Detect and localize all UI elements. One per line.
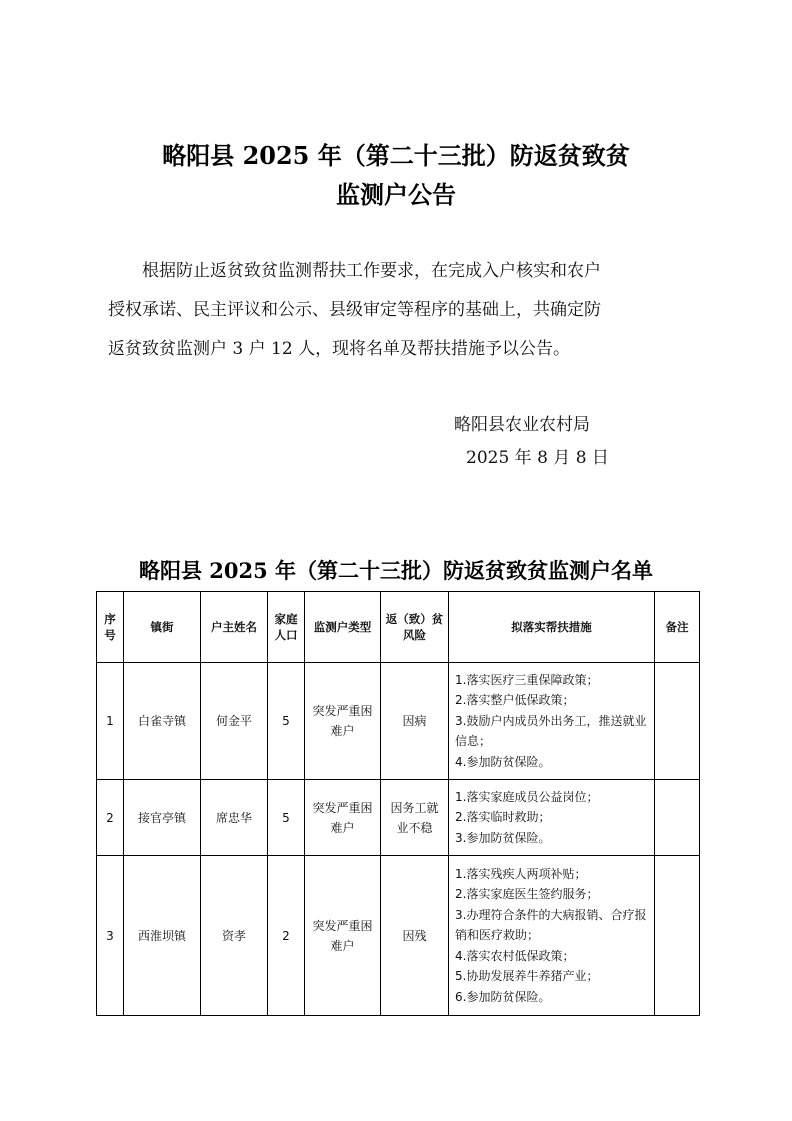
header-family-size: 家庭人口: [268, 592, 305, 663]
measure-item: 2.落实整户低保政策；: [455, 693, 575, 708]
cell-index: 3: [97, 856, 124, 1016]
table-row: [97, 780, 700, 856]
cell-measures: [449, 856, 655, 1016]
cell-town: 白雀寺镇: [124, 663, 201, 780]
cell-family-size: 5: [268, 780, 305, 856]
header-remarks: 备注: [655, 592, 700, 663]
cell-index: 1: [97, 663, 124, 780]
cell-town: 接官亭镇: [124, 780, 201, 856]
measure-item: 1.落实残疾人两项补贴；: [455, 866, 587, 881]
measure-item: 1.落实医疗三重保障政策；: [455, 672, 599, 687]
cell-remarks: [655, 663, 700, 780]
cell-family-size: 2: [268, 856, 305, 1016]
header-type: 监测户类型: [305, 592, 381, 663]
cell-remarks: [655, 856, 700, 1016]
measure-item: 3.鼓励户内成员外出务工，推送就业信息；: [455, 713, 647, 749]
measure-item: 2.落实临时救助；: [455, 810, 551, 825]
cell-town: 西淮坝镇: [124, 856, 201, 1016]
measure-item: 1.落实家庭成员公益岗位；: [455, 789, 599, 804]
table-row: [97, 856, 700, 1016]
cell-risk: 因病: [381, 663, 449, 780]
cell-index: 2: [97, 780, 124, 856]
notice-title-line2: 监测户公告: [336, 180, 456, 209]
signature-organization: 略阳县农业农村局: [454, 415, 590, 435]
header-householder: 户主姓名: [201, 592, 268, 663]
notice-body-line3: 返贫致贫监测户 3 户 12 人，现将名单及帮扶措施予以公告。: [108, 339, 571, 359]
header-town: 镇街: [124, 592, 201, 663]
cell-householder: 资孝: [201, 856, 268, 1016]
table-row: [97, 663, 700, 780]
header-index: 序号: [97, 592, 124, 663]
notice-body-line2: 授权承诺、民主评议和公示、县级审定等程序的基础上，共确定防: [108, 300, 601, 320]
cell-remarks: [655, 780, 700, 856]
cell-risk: 因务工就业不稳: [381, 780, 449, 856]
notice-title-line1: 略阳县 2025 年（第二十三批）防返贫致贫: [162, 141, 630, 170]
table-header-row: [97, 592, 700, 663]
measure-item: 5.协助发展养牛养猪产业；: [455, 969, 599, 984]
cell-measures: [449, 780, 655, 856]
cell-type: 突发严重困难户: [305, 780, 381, 856]
cell-risk: 因残: [381, 856, 449, 1016]
header-measures: 拟落实帮扶措施: [449, 592, 655, 663]
cell-type: 突发严重困难户: [305, 856, 381, 1016]
table-title: 略阳县 2025 年（第二十三批）防返贫致贫监测户名单: [138, 558, 654, 583]
monitoring-households-table: [96, 591, 700, 1016]
cell-measures: [449, 663, 655, 780]
measure-item: 2.落实家庭医生签约服务；: [455, 887, 599, 902]
measure-item: 3.办理符合条件的大病报销、合疗报销和医疗救助；: [455, 907, 647, 943]
notice-body-line1: 根据防止返贫致贫监测帮扶工作要求，在完成入户核实和农户: [142, 261, 601, 281]
signature-date: 2025 年 8 月 8 日: [466, 448, 609, 468]
header-risk: 返（致）贫风险: [381, 592, 449, 663]
cell-householder: 何金平: [201, 663, 268, 780]
measure-item: 4.落实农村低保政策；: [455, 948, 575, 963]
cell-family-size: 5: [268, 663, 305, 780]
measure-item: 6.参加防贫保险。: [455, 989, 551, 1004]
cell-householder: 席忠华: [201, 780, 268, 856]
cell-type: 突发严重困难户: [305, 663, 381, 780]
measure-item: 4.参加防贫保险。: [455, 754, 551, 769]
measure-item: 3.参加防贫保险。: [455, 830, 551, 845]
